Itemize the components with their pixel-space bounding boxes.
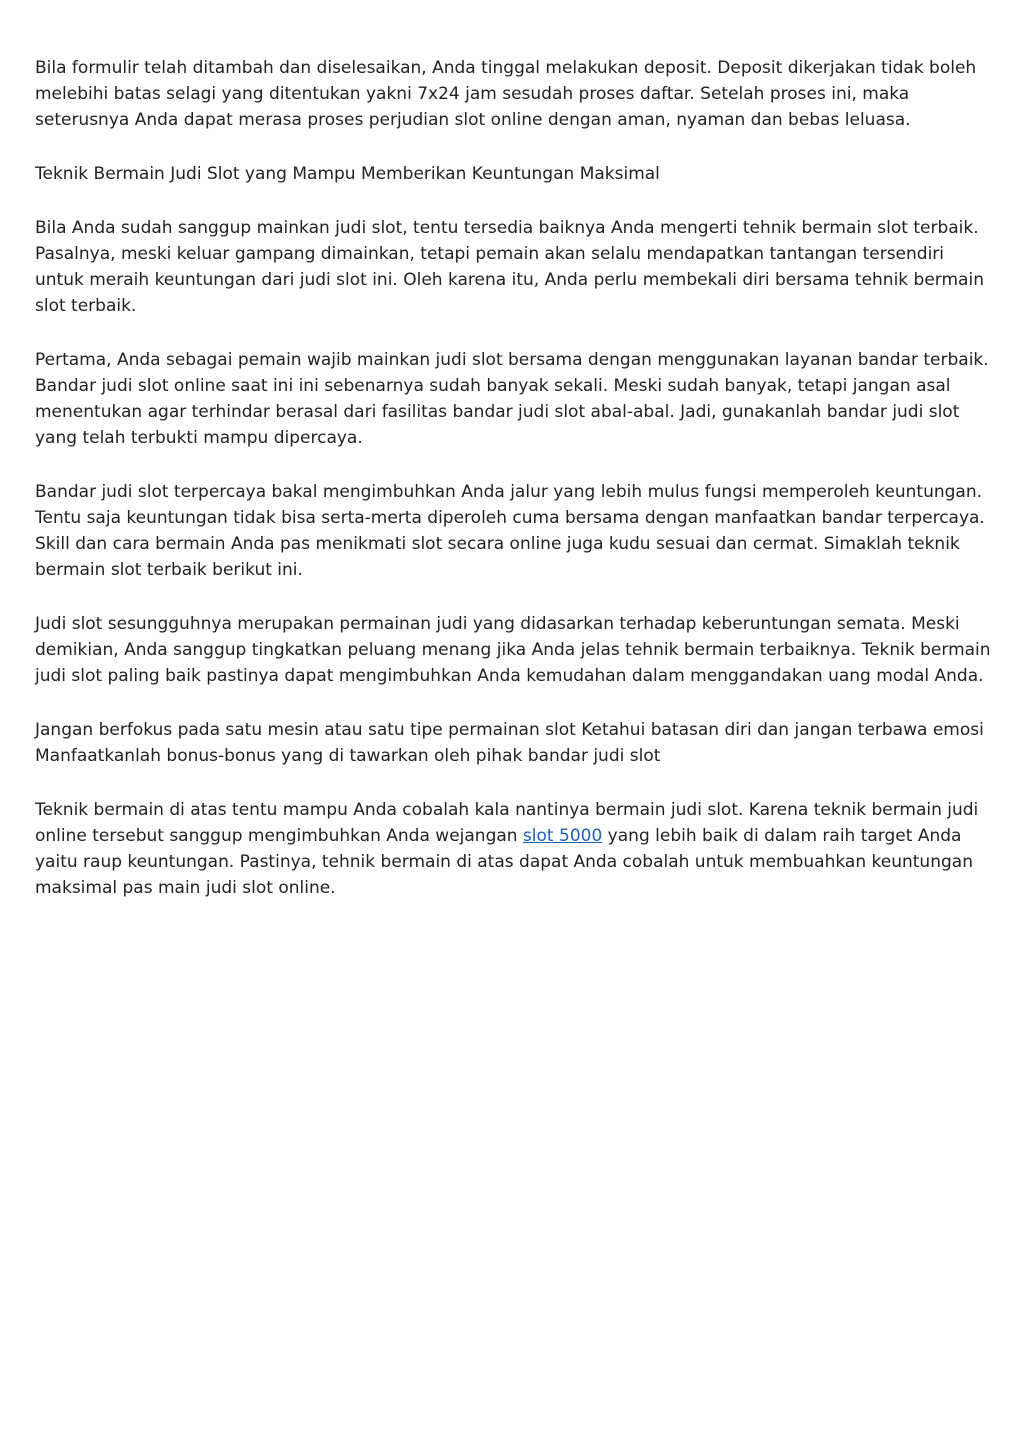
section-heading: Teknik Bermain Judi Slot yang Mampu Memberikan Keuntungan Maksimal bbox=[35, 164, 660, 184]
conclusion-text-before-link: Teknik bermain di atas tentu mampu Anda cobalah kala nantinya bermain judi slot. Karena teknik bermain judi online tersebut sanggup mengimbuhkan Anda wejangan bbox=[35, 800, 979, 846]
paragraph-tips: Jangan berfokus pada satu mesin atau satu tipe permainan slot Ketahui batasan diri dan jangan terbawa emosi Manfaatkanlah bonus-bonus yang di tawarkan oleh pihak bandar judi slot bbox=[35, 720, 984, 766]
paragraph-trusted-bandar: Bandar judi slot terpercaya bakal mengimbuhkan Anda jalur yang lebih mulus fungsi memperoleh keuntungan. Tentu saja keuntungan tidak bisa serta-merta diperoleh cuma bersama dengan manfaatkan bandar terpercaya. Skill dan cara bermain Anda pas menikmati slot secara online juga kudu sesuai dan cermat. Simaklah teknik bermain slot terbaik berikut ini. bbox=[35, 482, 985, 580]
document-page bbox=[35, 55, 995, 929]
conclusion-text-after-link: yang lebih baik di dalam raih target Anda yaitu raup keuntungan. Pastinya, tehnik bermain di atas dapat Anda cobalah untuk membuahkan keuntungan maksimal pas main judi slot online. bbox=[35, 826, 973, 898]
paragraph-intro: Bila Anda sudah sanggup mainkan judi slot, tentu tersedia baiknya Anda mengerti tehnik bermain slot terbaik. Pasalnya, meski keluar gampang dimainkan, tetapi pemain akan selalu mendapatkan tantangan tersendiri untuk meraih keuntungan dari judi slot ini. Oleh karena itu, Anda perlu membekali diri bersama tehnik bermain slot terbaik. bbox=[35, 218, 984, 316]
paragraph-luck: Judi slot sesungguhnya merupakan permainan judi yang didasarkan terhadap keberuntungan semata. Meski demikian, Anda sanggup tingkatkan peluang menang jika Anda jelas tehnik bermain terbaiknya. Teknik bermain judi slot paling baik pastinya dapat mengimbuhkan Anda kemudahan dalam menggandakan uang modal Anda. bbox=[35, 614, 991, 686]
paragraph-conclusion bbox=[35, 797, 995, 901]
paragraph-bandar: Pertama, Anda sebagai pemain wajib mainkan judi slot bersama dengan menggunakan layanan bandar terbaik. Bandar judi slot online saat ini ini sebenarnya sudah banyak sekali. Meski sudah banyak, tetapi jangan asal menentukan agar terhindar berasal dari fasilitas bandar judi slot abal-abal. Jadi, gunakanlah bandar judi slot yang telah terbukti mampu dipercaya. bbox=[35, 350, 989, 448]
paragraph-deposit: Bila formulir telah ditambah dan diselesaikan, Anda tinggal melakukan deposit. Deposit dikerjakan tidak boleh melebihi batas selagi yang ditentukan yakni 7x24 jam sesudah proses daftar. Setelah proses ini, maka seterusnya Anda dapat merasa proses perjudian slot online dengan aman, nyaman dan bebas leluasa. bbox=[35, 58, 977, 130]
slot-5000-link[interactable]: slot 5000 bbox=[522, 826, 603, 846]
